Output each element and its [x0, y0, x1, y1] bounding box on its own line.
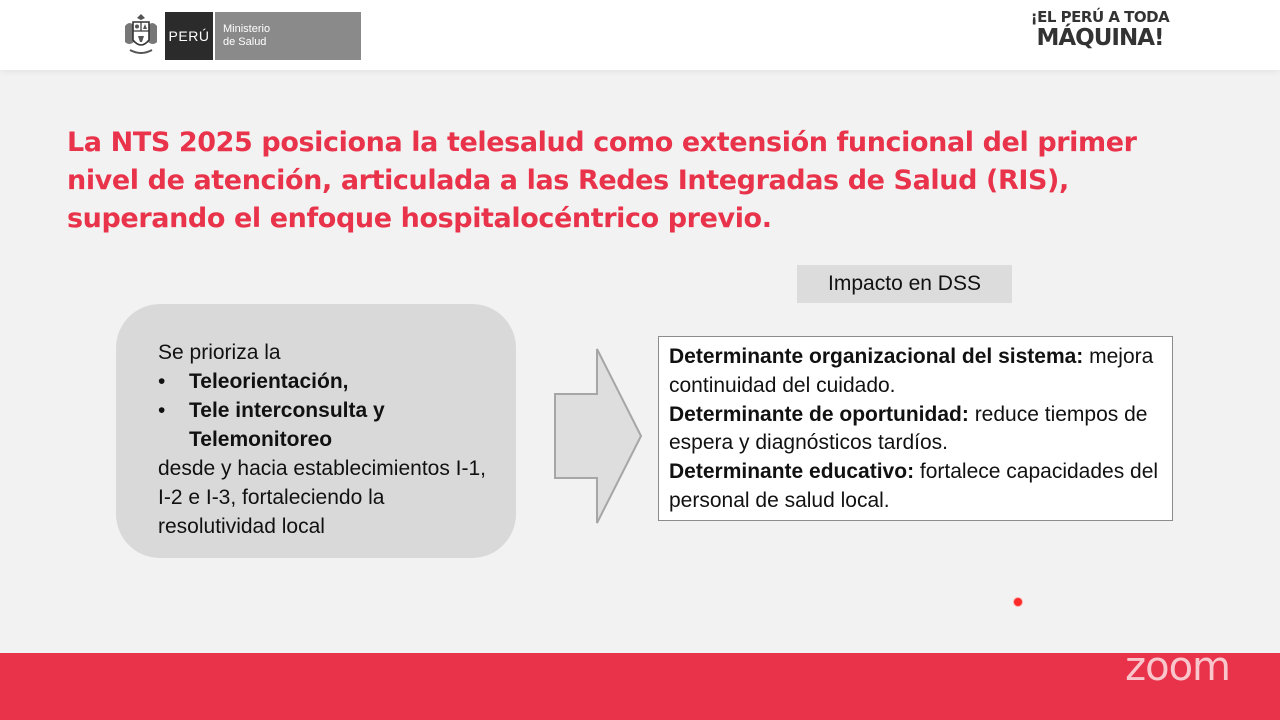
- impact-text: fortalece capacidades del personal de salud local.: [669, 460, 1159, 512]
- impact-label: Impacto en DSS: [797, 265, 1012, 303]
- impact-term: Determinante organizacional del sistema:: [669, 345, 1084, 368]
- slogan: [1030, 10, 1170, 50]
- priority-item-label: Tele interconsulta y Telemonitoreo: [189, 399, 385, 451]
- bullet-icon: •: [158, 370, 166, 393]
- slide-header: [0, 0, 1280, 70]
- impact-entry-organizational: [669, 343, 1166, 401]
- priority-intro: Se prioriza la: [158, 341, 281, 364]
- slide-headline: La NTS 2025 posiciona la telesalud como extensión funcional del primer nivel de atención, articulada a las Redes Integradas de Salud (RIS), superando el enfoque hospitalocéntrico previo.: [67, 127, 1137, 234]
- right-arrow-icon: [553, 346, 645, 526]
- priority-item: [158, 396, 496, 454]
- priority-outro: desde y hacia establecimientos I-1, I-2 e I-3, fortaleciendo la resolutividad local: [158, 457, 487, 538]
- priority-item: [158, 367, 496, 396]
- priority-box: [116, 304, 516, 558]
- zoom-watermark: zoom: [1125, 644, 1230, 690]
- peru-coat-of-arms-icon: [122, 12, 160, 58]
- logo-ministry-line2: de Salud: [223, 36, 267, 48]
- impact-term: Determinante educativo:: [669, 460, 915, 484]
- slogan-line1: ¡EL PERÚ A TODA: [1030, 8, 1170, 26]
- logo-ministry-line1: Ministerio: [223, 23, 271, 35]
- bullet-icon: •: [158, 399, 166, 422]
- slide-footer: [0, 653, 1280, 720]
- impact-entry-educational: [669, 458, 1166, 516]
- impact-term: Determinante de oportunidad:: [669, 402, 969, 426]
- slogan-line2: MÁQUINA!: [1036, 25, 1164, 51]
- logo-peru: PERÚ: [165, 12, 213, 60]
- priority-list: [158, 367, 496, 454]
- laser-pointer-icon: [1014, 598, 1022, 606]
- impact-text: reduce tiempos de espera y diagnósticos tardíos.: [669, 402, 1148, 455]
- dss-impact-box: [658, 336, 1173, 521]
- priority-item-label: Teleorientación,: [189, 370, 349, 393]
- logo-ministry: [215, 12, 361, 60]
- impact-text: mejora continuidad del cuidado.: [669, 345, 1154, 397]
- impact-entry-opportunity: [669, 401, 1166, 459]
